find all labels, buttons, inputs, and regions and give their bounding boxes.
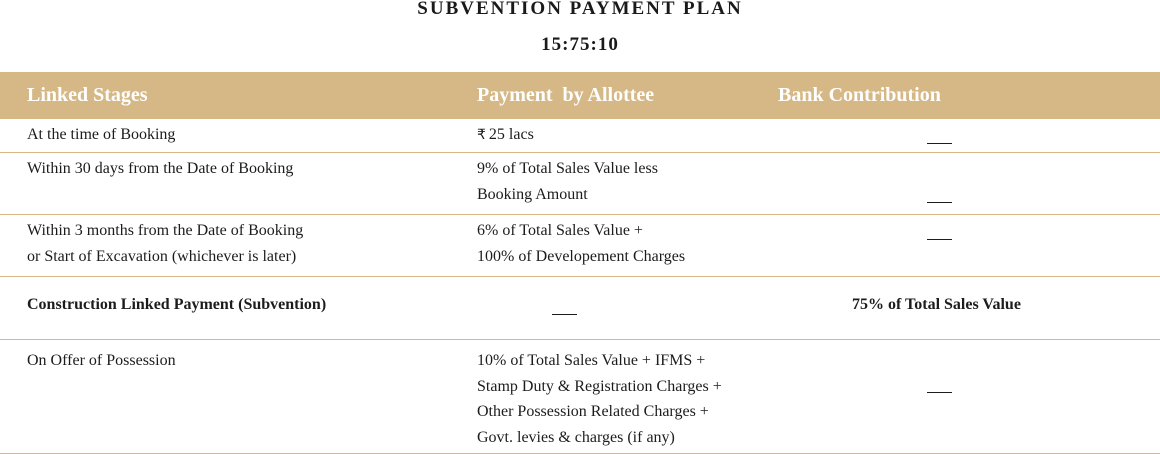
- bank-dash: [927, 202, 952, 203]
- stage-cell: Construction Linked Payment (Subvention): [27, 296, 327, 313]
- table-header: [0, 72, 1160, 119]
- table-row: [0, 215, 1160, 277]
- allottee-line: 10% of Total Sales Value + IFMS +: [477, 352, 706, 369]
- stage-cell: On Offer of Possession: [27, 352, 176, 369]
- stage-cell: Within 30 days from the Date of Booking: [27, 160, 294, 177]
- bank-dash: [927, 143, 952, 144]
- allottee-line: 9% of Total Sales Value less: [477, 160, 658, 177]
- allottee-line: Other Possession Related Charges +: [477, 403, 709, 420]
- header-bank-contribution: Bank Contribution: [778, 84, 941, 106]
- allottee-line: 100% of Developement Charges: [477, 247, 686, 265]
- header-payment-by-allottee: Payment by Allottee: [477, 84, 655, 106]
- stage-line: or Start of Excavation (whichever is later): [27, 247, 297, 265]
- table-row: [0, 119, 1160, 153]
- stage-cell: At the time of Booking: [27, 126, 176, 143]
- plan-ratio: 15:75:10: [541, 34, 619, 55]
- header-linked-stages: Linked Stages: [27, 84, 148, 106]
- allottee-dash: [552, 314, 577, 315]
- allottee-cell: [477, 122, 534, 149]
- rupee-icon: ₹: [477, 127, 486, 143]
- payment-plan-table: [0, 72, 1160, 454]
- bank-cell: 75% of Total Sales Value: [852, 296, 1021, 313]
- table-row: [0, 277, 1160, 340]
- allottee-line: Govt. levies & charges (if any): [477, 428, 675, 446]
- bank-dash: [927, 239, 952, 240]
- page-title: SUBVENTION PAYMENT PLAN: [417, 0, 743, 19]
- allottee-line: 6% of Total Sales Value +: [477, 222, 643, 239]
- bank-dash: [927, 392, 952, 393]
- allottee-line: Booking Amount: [477, 185, 588, 203]
- table-row: [0, 340, 1160, 454]
- allottee-line: Stamp Duty & Registration Charges +: [477, 377, 722, 395]
- stage-line: Within 3 months from the Date of Booking: [27, 222, 304, 239]
- allottee-amount: 25 lacs: [488, 126, 534, 143]
- table-row: [0, 153, 1160, 215]
